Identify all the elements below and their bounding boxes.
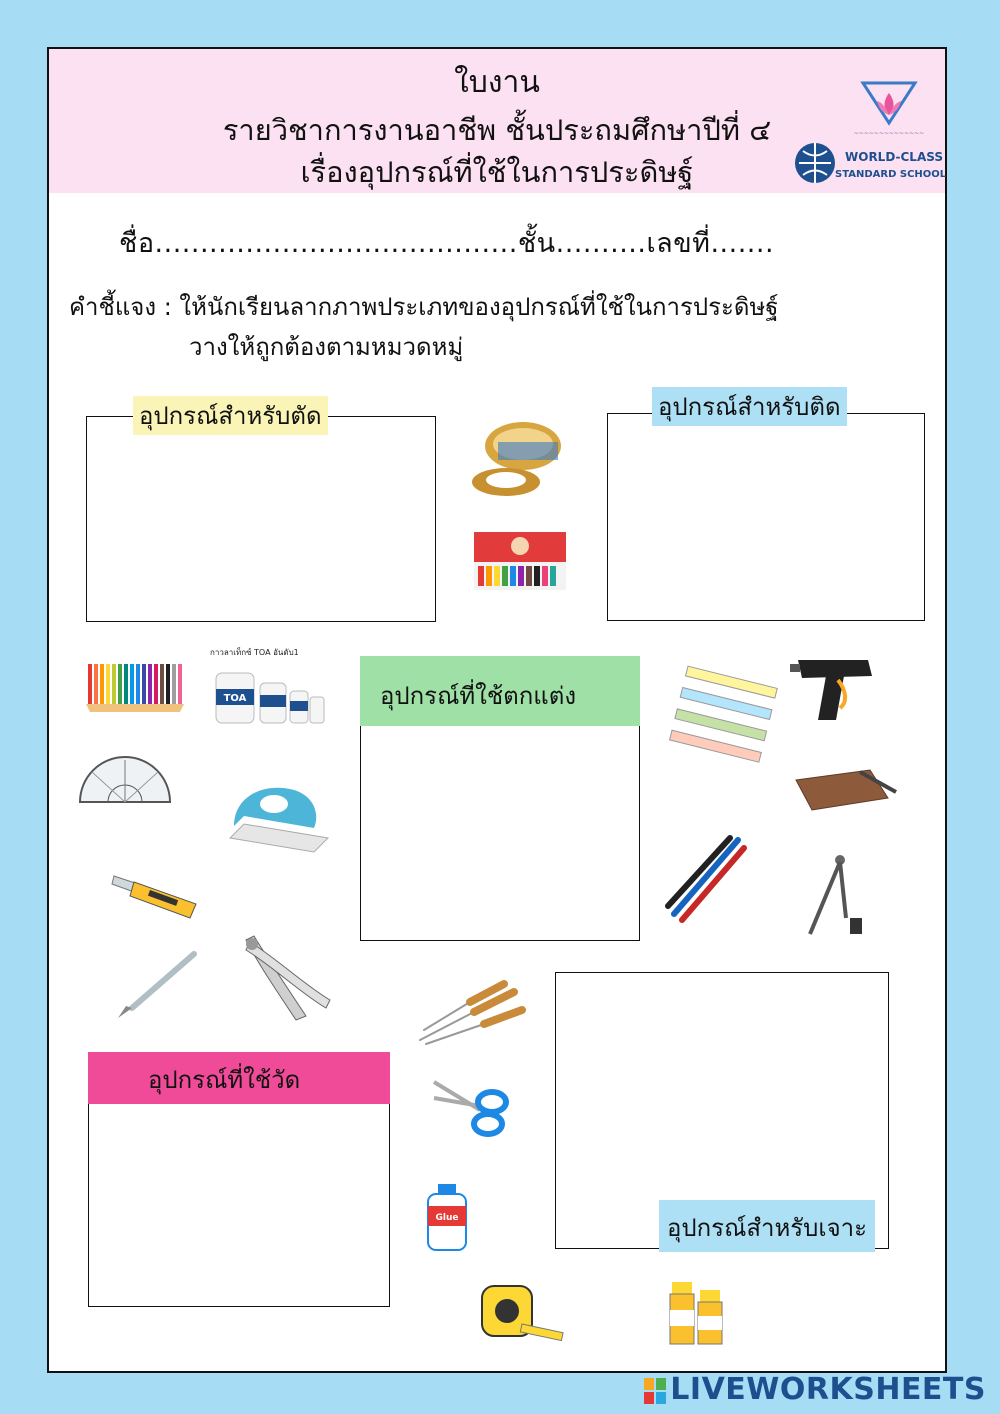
colored-pencils-image[interactable] [84,660,186,716]
student-info-line: ชื่อ........................................ชั้น..........เลขที่....... [119,228,775,259]
dropzone-sticking[interactable] [607,413,925,621]
drawing-compass-image[interactable] [800,852,870,940]
label-decorating: อุปกรณ์ที่ใช้ตกแต่ง [360,656,640,726]
precision-knife-image[interactable] [114,948,198,1022]
label-drilling: อุปกรณ์สำหรับเจาะ [659,1200,875,1252]
hot-glue-gun-image[interactable] [788,650,884,732]
worksheet-title: ใบงาน [454,65,540,100]
school-lotus-logo [853,79,925,139]
world-class-logo [791,137,947,189]
protractor-image[interactable] [78,756,172,806]
liveworksheets-logo-icon [644,1378,666,1404]
rulers-image[interactable] [668,670,774,786]
dropzone-cutting[interactable] [86,416,436,622]
topic-line: เรื่องอุปกรณ์ที่ใช้ในการประดิษฐ์ [300,155,694,189]
tape-rolls-image[interactable] [468,414,568,498]
paper-hole-puncher-image[interactable] [224,776,334,868]
brand-text: LIVEWORKSHEETS [670,1372,986,1407]
svg-text:~~~~~~~~~~~~~~: ~~~~~~~~~~~~~~ [853,130,925,137]
paint-tubes-set-image[interactable] [470,528,570,596]
glue-caption: กาวลาเท็กซ์ TOA อันดับ1 [210,648,299,657]
latex-glue-bottles-image[interactable] [210,646,328,728]
svg-text:STANDARD SCHOOL: STANDARD SCHOOL [835,169,947,180]
liveworksheets-brand [644,1372,986,1407]
hand-hole-punch-image[interactable] [236,930,336,1030]
instruction-line-1: คำชี้แจง : ให้นักเรียนลากภาพประเภทของอุปกรณ์ที่ใช้ในการประดิษฐ์ [69,293,779,321]
awls-image[interactable] [414,976,526,1046]
glue-bottle-image[interactable] [424,1182,470,1252]
svg-text:WORLD-CLASS: WORLD-CLASS [845,150,943,164]
glue-sticks-image[interactable] [662,1280,734,1350]
label-measuring: อุปกรณ์ที่ใช้วัด [88,1052,390,1104]
paper-trimmer-image[interactable] [790,764,900,816]
label-cutting: อุปกรณ์สำหรับตัด [133,396,328,435]
cutter-knife-image[interactable] [110,870,202,922]
glue-bottle-brand: Glue [435,1213,459,1223]
header-band [49,49,945,193]
scissors-image[interactable] [430,1076,514,1140]
tape-measure-image[interactable] [478,1280,568,1350]
label-sticking: อุปกรณ์สำหรับติด [652,387,847,426]
glue-brand-1: TOA [223,693,247,704]
subject-line: รายวิชาการงานอาชีพ ชั้นประถมศึกษาปีที่ ๔ [222,113,772,147]
ballpoint-pens-image[interactable] [660,834,752,926]
instruction-line-2: วางให้ถูกต้องตามหมวดหมู่ [189,333,464,361]
glue-bottles-drawing [210,659,328,729]
